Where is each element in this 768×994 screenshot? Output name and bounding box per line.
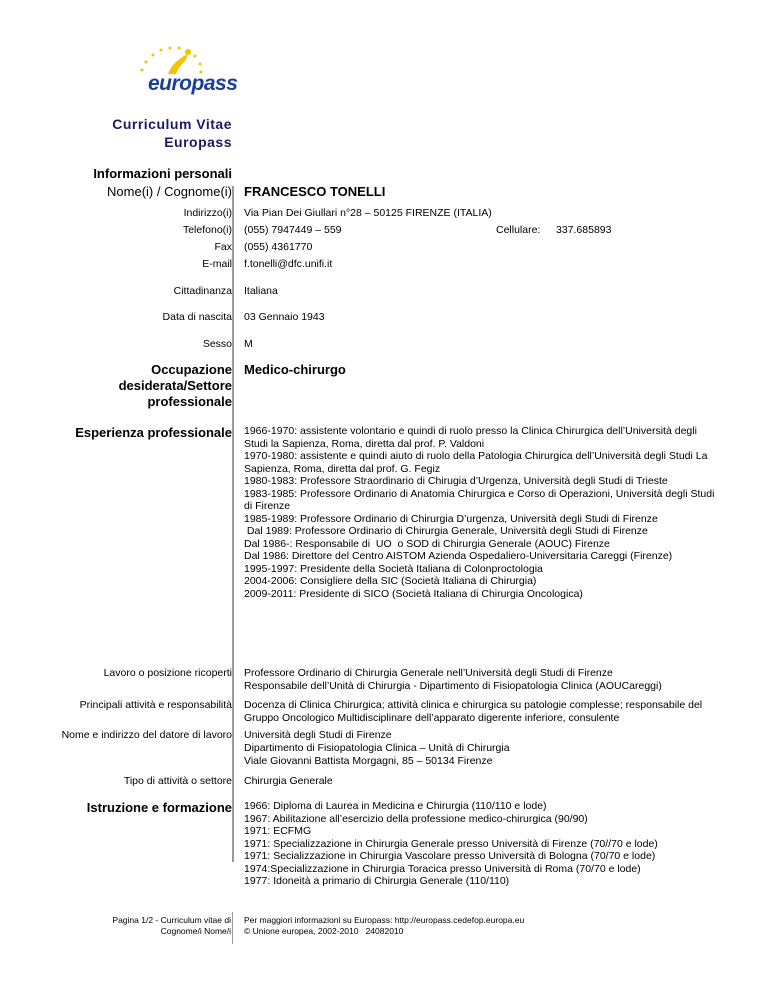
experience-line: 2009-2011: Presidente di SICO (Società Italiana di Chirurgia Oncologica) (244, 587, 583, 600)
education-line: 1971: Specializzazione in Chirurgia Generale presso Università di Firenze (70//70 e lode) (244, 837, 658, 850)
education-list (244, 800, 744, 888)
experience-section-title: Esperienza professionale (75, 425, 232, 440)
position-label: Lavoro o posizione ricoperti (103, 667, 232, 679)
main-vertical-rule (232, 186, 234, 862)
education-line: 1967: Abilitazione all’esercizio della professione medico-chirurgica (90/90) (244, 812, 588, 825)
fax-value: (055) 4361770 (244, 241, 313, 253)
education-line: 1977: Idoneità a primario di Chirurgia Generale (110/110) (244, 875, 510, 887)
experience-line: 2004-2006: Consigliere della SIC (Società Italiana di Chirurgia) (244, 575, 537, 587)
employer-block (244, 729, 744, 768)
email-value[interactable]: f.tonelli@dfc.unifi.it (244, 258, 333, 270)
cv-title-line1: Curriculum Vitae (112, 116, 232, 132)
experience-line: Dal 1989: Professore Ordinario di Chirurgia Generale, Università degli Studi di Firenze (244, 525, 648, 537)
experience-line: 1970-1980: assistente e quindi aiuto di ruolo della Patologia Chirurgica dell’Università degli Studi La (244, 450, 708, 462)
activities-line: Gruppo Oncologico Multidisciplinare dell’apparato digerente inferiore, consulente (244, 712, 620, 724)
experience-line: Studi la Sapienza, Roma, diretta dal prof. P. Valdoni (244, 437, 485, 450)
personal-section-title: Informazioni personali (93, 166, 232, 181)
footer-page-info: Pagina 1/2 - Curriculum vitae di (112, 915, 231, 925)
employer-line: Università degli Studi di Firenze (244, 729, 392, 741)
footer-name-info: Cognome/i Nome/i (160, 926, 231, 936)
cv-title-line2: Europass (164, 134, 232, 150)
employer-line: Dipartimento di Fisiopatologia Clinica – Unità di Chirurgia (244, 742, 510, 754)
activities-label: Principali attività e responsabilità (79, 699, 232, 711)
citizenship-value: Italiana (244, 285, 278, 297)
position-line: Responsabile dell’Unità di Chirurgia - Dipartimento di Fisiopatologia Clinica (AOUCareggi) (244, 680, 662, 692)
sex-value: M (244, 338, 253, 350)
sex-label: Sesso (202, 338, 232, 350)
experience-line: Sapienza, Roma, diretta dal prof. G. Fegiz (244, 462, 441, 475)
education-line: 1966: Diploma di Laurea in Medicina e Chirurgia (110/110 e lode) (244, 800, 547, 812)
name-label: Nome(i) / Cognome(i) (107, 184, 232, 199)
occupation-label-1: Occupazione (151, 362, 232, 377)
experience-line: 1995-1997: Presidente della Società Italiana di Colonproctologia (244, 562, 543, 575)
activities-line: Docenza di Clinica Chirurgica; attività clinica e chirurgica su patologie complesse; responsabile del (244, 699, 703, 711)
mobile-value: 337.685893 (556, 224, 612, 236)
phone-value: (055) 7947449 – 559 (244, 224, 342, 236)
experience-list (244, 425, 744, 600)
footer-copyright: © Unione europea, 2002-2010 24082010 (244, 926, 404, 936)
full-name: FRANCESCO TONELLI (244, 184, 386, 199)
experience-line: 1966-1970: assistente volontario e quindi di ruolo presso la Clinica Chirurgica dell’Università degli (244, 425, 697, 437)
footer-vertical-rule (232, 912, 233, 944)
employer-label: Nome e indirizzo del datore di lavoro (61, 729, 232, 741)
experience-line: 1985-1989: Professore Ordinario di Chirurgia D’urgenza, Università degli Studi di Firenze (244, 512, 658, 525)
mobile-label: Cellulare: (496, 224, 541, 236)
email-label: E-mail (202, 258, 232, 270)
education-line: 1974:Specializzazione in Chirurgia Toracica presso Università di Roma (70/70 e lode) (244, 862, 641, 875)
education-section-title: Istruzione e formazione (86, 800, 232, 815)
position-line: Professore Ordinario di Chirurgia Generale nell’Università degli Studi di Firenze (244, 667, 613, 679)
experience-line: Dal 1986: Direttore del Centro AISTOM Azienda Ospedaliero-Universitaria Careggi (Firenze) (244, 550, 673, 562)
experience-line: di Firenze (244, 500, 291, 512)
occupation-label-2: desiderata/Settore (118, 378, 232, 393)
activities-block (244, 699, 744, 725)
occupation-label-3: professionale (147, 394, 232, 409)
employer-line: Viale Giovanni Battista Morgagni, 85 – 50134 Firenze (244, 755, 493, 767)
fax-label: Fax (214, 241, 232, 253)
experience-line: 1983-1985: Professore Ordinario di Anatomia Chirurgica e Corso di Operazioni, Università degli Studi (244, 487, 715, 500)
footer-more-info[interactable]: Per maggiori informazioni su Europass: http://europass.cedefop.europa.eu (244, 915, 525, 925)
footer-right (244, 915, 524, 937)
experience-line: Dal 1986-: Responsabile di UO o SOD di Chirurgia Generale (AOUC) Firenze (244, 537, 610, 550)
citizenship-label: Cittadinanza (173, 285, 232, 297)
sector-label: Tipo di attività o settore (123, 775, 232, 787)
experience-line: 1980-1983: Professore Straordinario di Chirugia d’Urgenza, Università degli Studi di Trieste (244, 475, 668, 487)
sector-value: Chirurgia Generale (244, 775, 333, 787)
address-label: Indirizzo(i) (183, 207, 232, 219)
footer-left (112, 915, 231, 937)
birth-value: 03 Gennaio 1943 (244, 311, 325, 323)
phone-label: Telefono(i) (182, 224, 232, 236)
birth-label: Data di nascita (162, 311, 232, 323)
education-line: 1971: Secializzazione in Chirurgia Vascolare presso Università di Bologna (70/70 e lode) (244, 850, 656, 862)
occupation-value: Medico-chirurgo (244, 362, 346, 377)
education-line: 1971: ECFMG (244, 825, 312, 837)
address-value: Via Pian Dei Giullari n°28 – 50125 FIRENZE (ITALIA) (244, 207, 492, 219)
position-block (244, 667, 744, 693)
europass-logo-text: europass (148, 72, 238, 95)
